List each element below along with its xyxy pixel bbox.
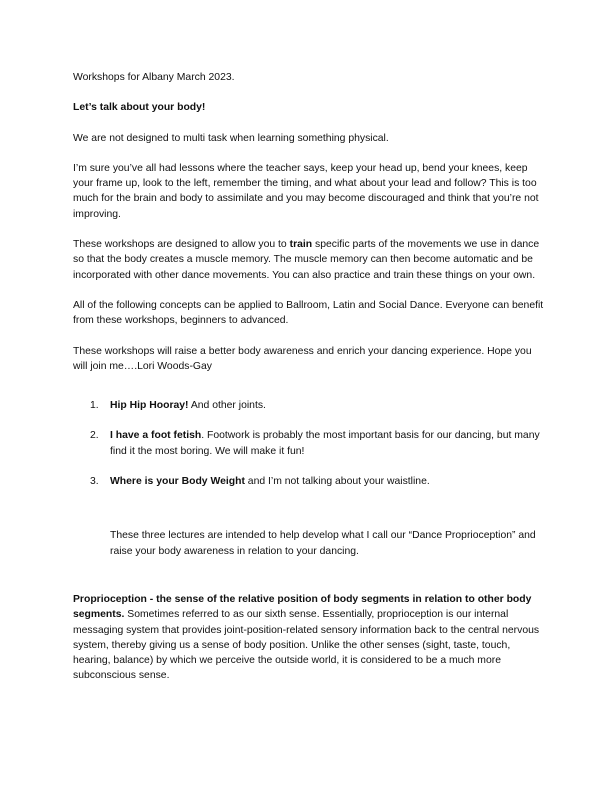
lectures-note: These three lectures are intended to help develop what I call our “Dance Proprioception” and raise your body awareness in relation to your dancing. — [110, 530, 536, 557]
invitation-paragraph: These workshops will raise a better body awareness and enrich your dancing experience. Hope you will join me….Lori Woods-Gay — [73, 345, 532, 372]
proprioception-paragraph — [73, 592, 545, 684]
workshop-list — [73, 398, 545, 489]
list-item-title: Where is your Body Weight — [110, 476, 245, 488]
list-number: 3. — [90, 476, 99, 488]
list-item — [73, 474, 545, 489]
document-body — [73, 70, 545, 684]
list-item-title: Hip Hip Hooray! — [110, 400, 189, 412]
section-heading-text: Let’s talk about your body! — [73, 102, 206, 114]
intro-paragraph: We are not designed to multi task when learning something physical. — [73, 132, 389, 144]
list-item — [73, 398, 545, 413]
workshops-text-before: These workshops are designed to allow you to — [73, 239, 290, 251]
concepts-paragraph: All of the following concepts can be applied to Ballroom, Latin and Social Dance. Everyone can benefit from these workshops, beginners to advanced. — [73, 299, 544, 327]
document-title: Workshops for Albany March 2023. — [73, 72, 235, 83]
proprioception-text: Sometimes referred to as our sixth sense. Essentially, proprioception is our internal messaging system that provides joint-position-related sensory information back to the central nervous system, thereby giving us a sense of body position. Unlike the other senses (sight, taste, touch, hearing, balance) by which we perceive the outside world, it is considered to be a much more subconscious sense. — [73, 609, 540, 682]
train-emphasis: train — [289, 239, 313, 251]
list-item — [73, 428, 545, 459]
list-item-text: . Footwork is probably the most important basis for our dancing, but many find it the most boring. We will make it fun! — [110, 430, 540, 457]
workshops-paragraph — [73, 237, 545, 283]
list-item-text: And other joints. — [188, 400, 266, 412]
list-number: 1. — [90, 400, 99, 412]
list-item-text: and I’m not talking about your waistline. — [244, 476, 430, 488]
lessons-paragraph: I’m sure you’ve all had lessons where the teacher says, keep your head up, bend your knees, keep your frame up, look to the left, remember the timing, and what about your lead and follow? This is too much for the brain and body to assimilate and you may become discouraged and think that you’re not improving. — [73, 162, 539, 220]
list-number: 2. — [90, 430, 99, 442]
list-item-title: I have a foot fetish — [110, 430, 202, 442]
workshops-text-after: specific parts of the movements we use in dance so that the body creates a muscle memory. The muscle memory can then become automatic and be incorporated with other dance movements. You can also practice and train these things on your own. — [73, 239, 540, 281]
section-heading — [73, 100, 545, 115]
proprioception-definition: Proprioception - the sense of the relative position of body segments in relation to other body segments. — [73, 593, 532, 621]
